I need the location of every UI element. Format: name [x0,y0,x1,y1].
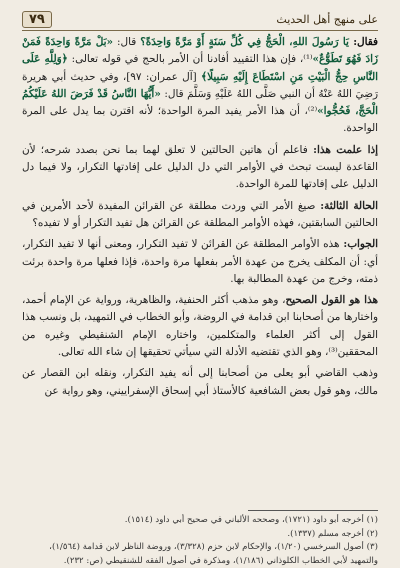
footnote-2: (٢) أخرجه مسلم (١٣٣٧). [287,528,378,539]
p4-text: هذه الأوامر المطلقة عن القرائن لا تفيد التكرار، ومعنى أنها لا تفيد التكرار، أي: أن المكلف يخرج من عهدة الأمر بفعلها مرة واحدة، فإذا فعلها مرة واحدة برئت ذمته، وخرج من عهدة المطالبة بها. [22,238,378,285]
p1-lead: فقال: [348,36,378,48]
footnote-divider [248,510,378,511]
running-title: على منهج أهل الحديث [276,12,378,26]
page-number: ٧٩ [22,11,52,28]
p1-quran-verse: ﴿وَلِلَّهِ عَلَى النَّاسِ حِجُّ الْبَيْتِ مَنِ اسْتَطَاعَ إِلَيْهِ سَبِيلًا﴾ [22,53,378,83]
footnotes [22,514,378,568]
p1-hadith-quote-2: «أَيُّهَا النَّاسُ قَدْ فَرَضَ اللهُ عَلَيْكُمُ الْحَجَّ، فَحُجُّوا» [22,87,378,118]
footnote-3: (٣) أصول السرخسي (١/٢٠)، والإحكام لابن حزم (٣/٣٢٨)، وروضة الناظر لابن قدامة (١/٥٦٤)، [49,542,378,552]
p6-text: وذهب القاضي أبو يعلى من أصحابنا إلى أنه يفيد التكرار، ونقله ابن القصار عن مالك، وهو قول بعض الشافعية كالأستاذ أبي إسحاق الإسفراييني، وهو رواية عن [22,367,378,397]
p5-text: ، وهو مذهب أكثر الحنفية، والظاهرية، ورواية عن الإمام أحمد، واختارها من أصحابنا ابن قدامة في الروضة، وأبو الخطاب في التمهيد، بل ونسب هذا القول إلى أكثر العلماء والمتكلمين، واختاره الإمام الشنقيطي وغيره من المحققين⁽³⁾، وهو الذي تقتضيه الأدلة التي سيأتي تحقيقها إن شاء الله تعالى. [22,294,378,359]
p3-heading: الحالة الثالثة: [315,199,378,212]
paragraph-2 [22,142,378,194]
paragraph-4 [22,236,378,288]
footnote-3-cont: والتمهيد لأبي الخطاب الكلوذاني (١/١٨٦)، ومذكرة في أصول الفقه للشنقيطي (ص: ٢٣٢). [63,555,378,566]
p2-heading: إذا علمت هذا: [307,143,379,156]
p4-heading: الجواب: [339,238,379,251]
p1-text-3: [آل عمران: ٩٧]، وفي حديث أبي هريرة رَضِيَ اللهُ عَنْهُ أن النبي صَلَّى اللهُ عَلَيْهِ وَسَلَّمَ قال: [22,70,378,100]
paragraph-6 [22,365,378,400]
paragraph-1 [22,34,378,138]
paragraph-3 [22,198,378,233]
p1-text-2: ⁽¹⁾، فإن هذا التقييد أفادنا أن الأمر بالحج في قوله تعالى: [67,53,313,66]
footnote-1: (١) أخرجه أبو داود (١٧٢١)، وصححه الألباني في صحيح أبي داود (١٥١٤). [124,515,378,525]
p1-text-1: قال: [113,36,141,48]
page-header [22,8,378,31]
main-text [22,34,378,404]
p5-heading: هذا هو القول الصحيح [285,294,378,307]
p1-hadith-quote: «بَلْ مَرَّةً وَاحِدَةً فَمَنْ زَادَ فَهُوَ تَطَوُّعٌ» [22,36,379,66]
p1-text-4: ⁽²⁾، أن هذا الأمر يفيد المرة الواحدة؛ لأنه اقترن بما يدل على المرة الواحدة. [22,105,378,135]
p1-quote-question: يَا رَسُولَ اللهِ، الْحَجُّ فِي كُلِّ سَنَةٍ أَوْ مَرَّةً وَاحِدَةً؟ [140,36,349,48]
paragraph-5 [22,292,378,361]
p3-text: صيغ الأمر التي وردت مطلقة عن القرائن المفيدة لأحد الأمرين في الحالتين السابقتين، فهذه الأوامر المطلقة عن القرائن هل تفيد التكرار أو لا تفيده؟ [22,199,378,229]
p2-text: فاعلم أن هاتين الحالتين لا تعلق لهما بما نحن بصدد شرحه؛ لأن القاعدة ليست تبحث في الأوامر التي دل الدليل على إفادتها التكرار، ولا فيما دل الدليل على إفادتها للمرة الواحدة. [22,143,378,191]
